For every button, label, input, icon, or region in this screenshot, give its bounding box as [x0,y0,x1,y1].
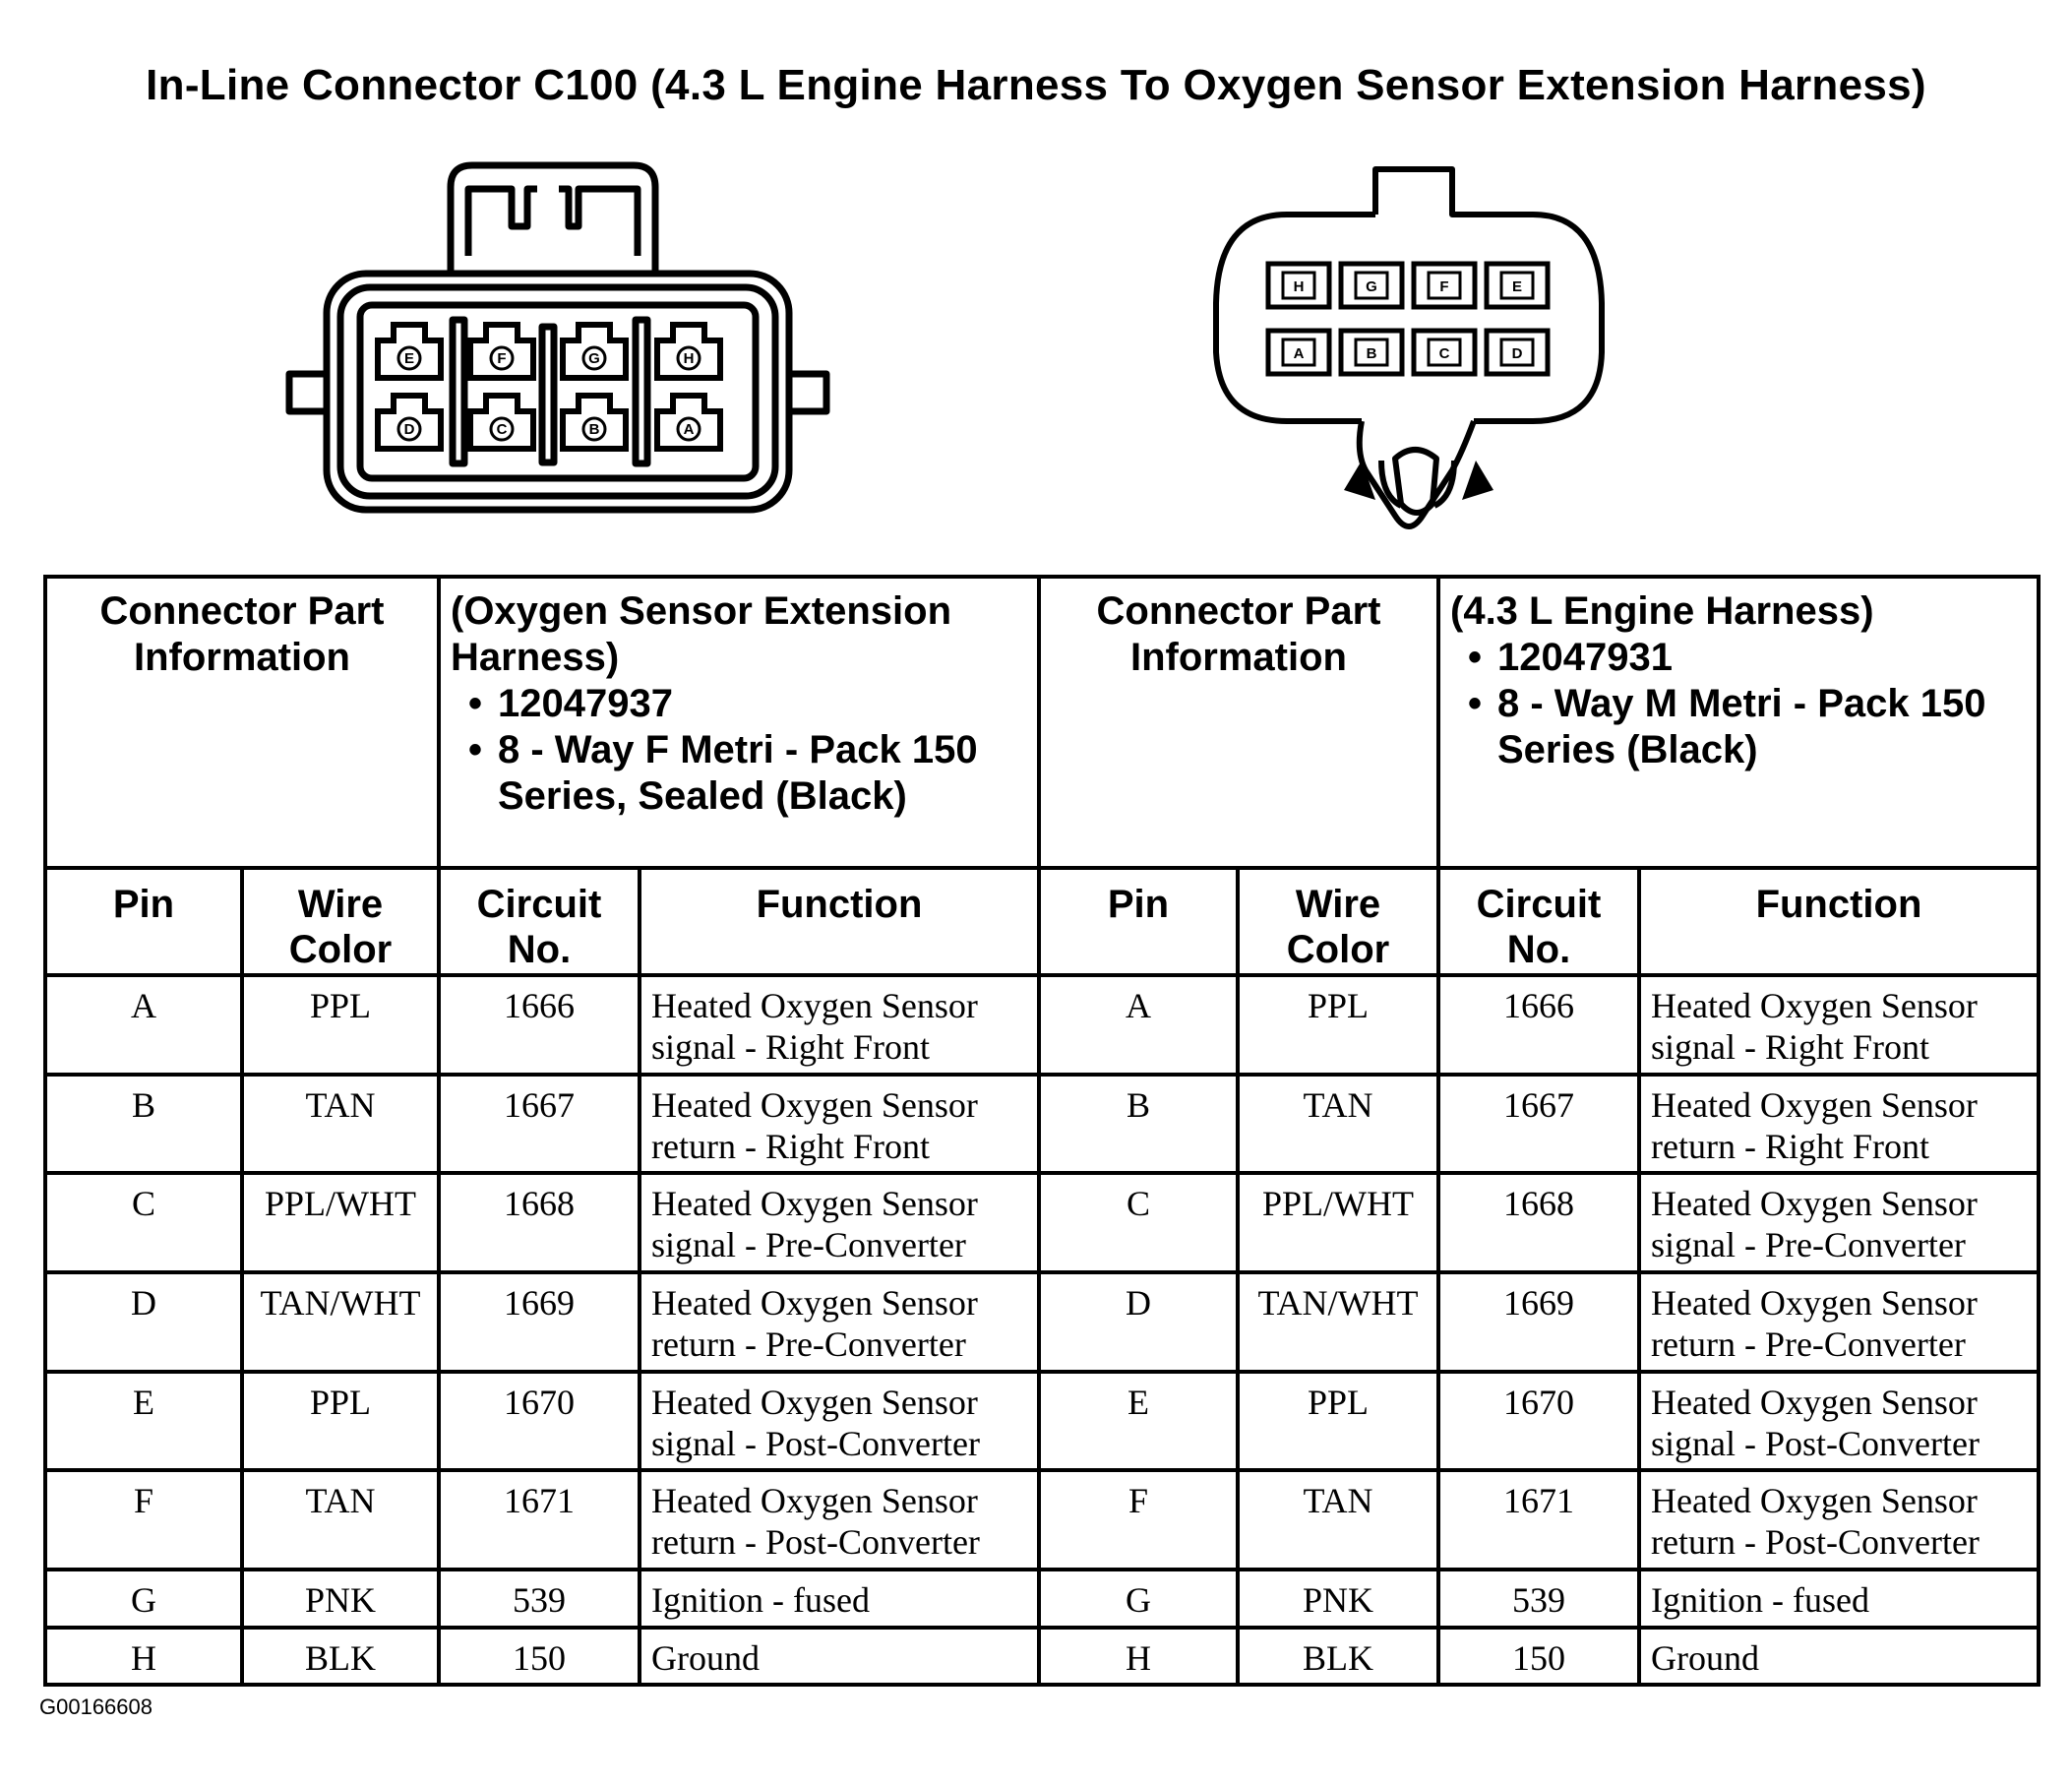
right-wire-color-cell: TAN [1238,1470,1438,1570]
right-wire-color-cell: BLK [1238,1628,1438,1686]
pin-label: C [496,421,508,438]
left-function-cell: Heated Oxygen Sensor return - Pre-Converter [640,1272,1039,1372]
right-function-cell: Heated Oxygen Sensor signal - Pre-Converter [1639,1173,2039,1272]
left-pin-cell: G [45,1570,242,1627]
left-connector-type: • 8 - Way F Metri - Pack 150 Series, Sealed (Black) [498,727,1029,820]
col-header-pin: Pin [1039,868,1238,975]
left-wire-color-cell: TAN/WHT [242,1272,439,1372]
left-circuit-cell: 1669 [439,1272,640,1372]
right-pin-cell: A [1039,975,1238,1075]
figure-code: G00166608 [39,1694,152,1719]
table-row [45,1372,2039,1471]
left-info-label: Connector Part Information [45,577,439,868]
right-pin-cell: F [1039,1470,1238,1570]
left-wire-color-cell: PNK [242,1570,439,1627]
left-circuit-cell: 1668 [439,1173,640,1272]
left-connector-description [439,577,1039,868]
col-header-function: Function [1639,868,2039,975]
left-pin-cell: B [45,1075,242,1174]
table-row [45,1075,2039,1174]
pin-label: H [1293,278,1305,295]
col-header-circuit: Circuit No. [1438,868,1639,975]
right-pin-cell: B [1039,1075,1238,1174]
pin-label: B [588,421,600,438]
right-pin-cell: G [1039,1570,1238,1627]
left-wire-color-cell: BLK [242,1628,439,1686]
left-pin-cell: A [45,975,242,1075]
pin-label: C [1438,345,1450,362]
connector-info-row [45,577,2039,868]
left-wire-color-cell: PPL [242,975,439,1075]
right-connector-description [1438,577,2039,868]
left-circuit-cell: 1667 [439,1075,640,1174]
right-circuit-cell: 1666 [1438,975,1639,1075]
right-circuit-cell: 1667 [1438,1075,1639,1174]
table-row [45,975,2039,1075]
pin-label: D [403,421,415,438]
right-function-cell: Heated Oxygen Sensor return - Post-Converter [1639,1470,2039,1570]
left-pin-cell: C [45,1173,242,1272]
pinout-table [43,575,2041,1687]
left-connector-diagram [283,157,834,522]
pin-label: E [403,350,415,367]
right-circuit-cell: 1670 [1438,1372,1639,1471]
left-circuit-cell: 150 [439,1628,640,1686]
left-wire-color-cell: TAN [242,1470,439,1570]
right-function-cell: Ignition - fused [1639,1570,2039,1627]
right-function-cell: Heated Oxygen Sensor return - Right Front [1639,1075,2039,1174]
right-harness-name: (4.3 L Engine Harness) [1450,589,1874,633]
left-circuit-cell: 1666 [439,975,640,1075]
table-row [45,1570,2039,1627]
right-pin-cell: C [1039,1173,1238,1272]
right-function-cell: Ground [1639,1628,2039,1686]
left-circuit-cell: 1671 [439,1470,640,1570]
table-row [45,1470,2039,1570]
left-function-cell: Heated Oxygen Sensor return - Post-Converter [640,1470,1039,1570]
pin-label: A [683,421,695,438]
col-header-circuit: Circuit No. [439,868,640,975]
right-connector-diagram [1208,165,1612,549]
left-harness-name: (Oxygen Sensor Extension Harness) [451,589,952,679]
right-function-cell: Heated Oxygen Sensor signal - Post-Converter [1639,1372,2039,1471]
pin-label: E [1511,278,1523,295]
col-header-wire-color: Wire Color [1238,868,1438,975]
right-circuit-cell: 150 [1438,1628,1639,1686]
table-row [45,1272,2039,1372]
pin-label: F [497,350,507,367]
table-row [45,1628,2039,1686]
right-part-number: • 12047931 [1497,635,2029,681]
right-wire-color-cell: TAN [1238,1075,1438,1174]
right-wire-color-cell: PPL [1238,975,1438,1075]
left-function-cell: Heated Oxygen Sensor return - Right Front [640,1075,1039,1174]
left-function-cell: Heated Oxygen Sensor signal - Pre-Converter [640,1173,1039,1272]
left-pin-cell: D [45,1272,242,1372]
left-pin-cell: E [45,1372,242,1471]
left-wire-color-cell: TAN [242,1075,439,1174]
right-wire-color-cell: PNK [1238,1570,1438,1627]
pin-label: D [1511,345,1523,362]
left-wire-color-cell: PPL [242,1372,439,1471]
right-info-label: Connector Part Information [1039,577,1438,868]
right-circuit-cell: 539 [1438,1570,1639,1627]
right-wire-color-cell: TAN/WHT [1238,1272,1438,1372]
left-wire-color-cell: PPL/WHT [242,1173,439,1272]
left-function-cell: Ground [640,1628,1039,1686]
left-part-number: • 12047937 [498,681,1029,727]
col-header-wire-color: Wire Color [242,868,439,975]
right-circuit-cell: 1669 [1438,1272,1639,1372]
pin-label: B [1366,345,1377,362]
right-wire-color-cell: PPL/WHT [1238,1173,1438,1272]
right-connector-type: • 8 - Way M Metri - Pack 150 Series (Black) [1497,681,2029,773]
right-circuit-cell: 1671 [1438,1470,1639,1570]
right-function-cell: Heated Oxygen Sensor return - Pre-Converter [1639,1272,2039,1372]
col-header-pin: Pin [45,868,242,975]
left-pin-cell: F [45,1470,242,1570]
left-function-cell: Ignition - fused [640,1570,1039,1627]
left-circuit-cell: 539 [439,1570,640,1627]
col-header-function: Function [640,868,1039,975]
column-header-row [45,868,2039,975]
left-function-cell: Heated Oxygen Sensor signal - Post-Converter [640,1372,1039,1471]
right-pin-cell: E [1039,1372,1238,1471]
table-row [45,1173,2039,1272]
pin-label: G [1366,278,1377,295]
right-function-cell: Heated Oxygen Sensor signal - Right Front [1639,975,2039,1075]
right-circuit-cell: 1668 [1438,1173,1639,1272]
right-wire-color-cell: PPL [1238,1372,1438,1471]
left-function-cell: Heated Oxygen Sensor signal - Right Front [640,975,1039,1075]
right-pin-cell: D [1039,1272,1238,1372]
left-circuit-cell: 1670 [439,1372,640,1471]
pin-label: G [588,350,600,367]
left-pin-cell: H [45,1628,242,1686]
diagram-title: In-Line Connector C100 (4.3 L Engine Harness To Oxygen Sensor Extension Harness) [146,61,1926,109]
right-pin-cell: H [1039,1628,1238,1686]
pin-label: A [1293,345,1305,362]
pin-label: H [683,350,695,367]
pin-label: F [1439,278,1449,295]
